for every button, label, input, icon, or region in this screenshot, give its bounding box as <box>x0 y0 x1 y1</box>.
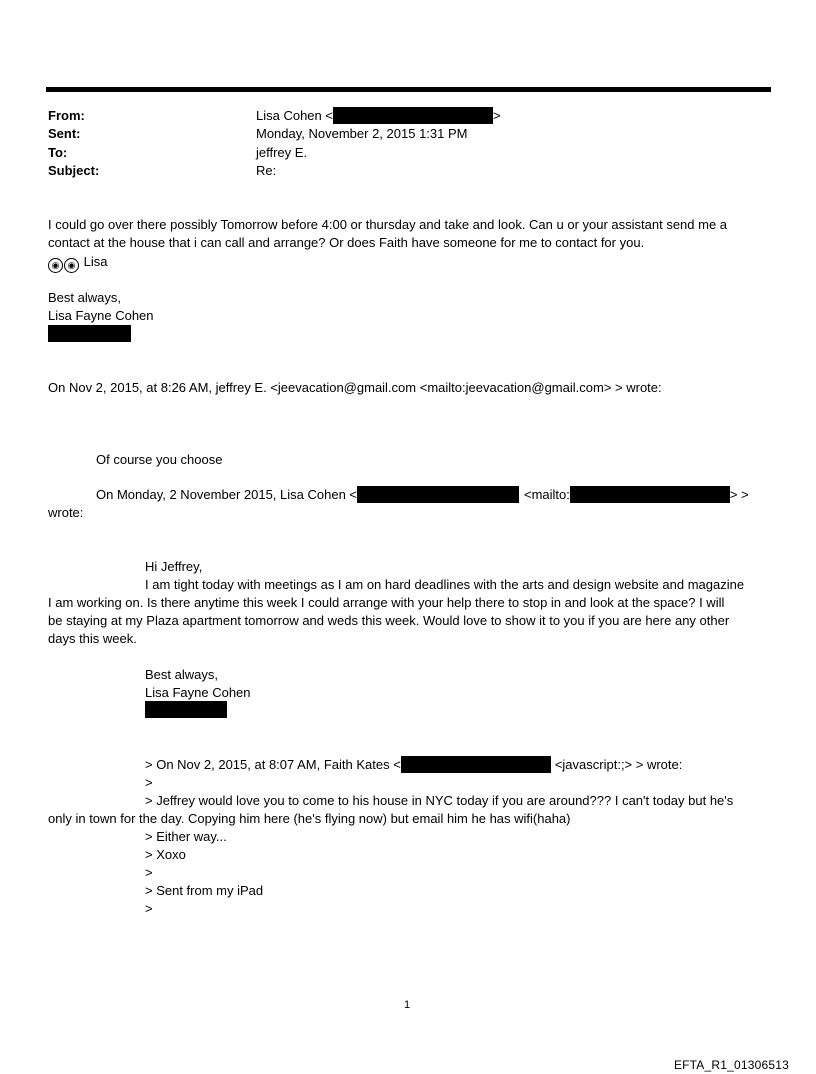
sent-label: Sent: <box>48 126 81 141</box>
signature: Lisa Fayne Cohen <box>48 308 154 323</box>
quote3-line: > Sent from my iPad <box>145 883 264 898</box>
quote2-line: I am working on. Is there anytime this week I could arrange with your help there to stop in and look at the space? I will <box>48 595 725 610</box>
body-signoff <box>48 253 107 273</box>
quote3-line: > Xoxo <box>145 847 186 862</box>
to-value: jeffrey E. <box>256 145 308 160</box>
quote3-header-start: > On Nov 2, 2015, at 8:07 AM, Faith Kates < <box>145 757 401 772</box>
astonished-face-icon: ◉ <box>48 258 63 273</box>
redaction-bar <box>570 486 730 503</box>
quote3-line: > Either way... <box>145 829 227 844</box>
quote2-line: I am tight today with meetings as I am on hard deadlines with the arts and design website and magazine <box>145 577 745 592</box>
from-value <box>256 107 501 125</box>
page-number: 1 <box>404 999 411 1011</box>
astonished-face-icon: ◉ <box>64 258 79 273</box>
quote2-greeting: Hi Jeffrey, <box>145 559 203 574</box>
quote2-closing: Best always, <box>145 667 218 682</box>
quote2-header-start: On Monday, 2 November 2015, Lisa Cohen < <box>96 487 357 502</box>
document-id: EFTA_R1_01306513 <box>673 1058 789 1072</box>
from-name: Lisa Cohen < <box>256 108 333 123</box>
quote2-header <box>96 486 749 504</box>
quote3-line: only in town for the day. Copying him here (he's flying now) but email him he has wifi(haha) <box>48 811 571 826</box>
from-label: From: <box>48 108 85 123</box>
subject-value: Re: <box>256 163 277 178</box>
quote1-text: Of course you choose <box>96 452 223 467</box>
redaction-bar <box>48 325 131 342</box>
quote3-line: > <box>145 865 153 880</box>
redaction-bar <box>333 107 493 124</box>
closing: Best always, <box>48 290 121 305</box>
quote3-header <box>145 756 682 774</box>
quote3-line: > Jeffrey would love you to come to his house in NYC today if you are around??? I can't today but he's <box>145 793 734 808</box>
signoff-name: Lisa <box>83 254 108 269</box>
redaction-bar <box>145 701 227 718</box>
quote2-header-end: > > <box>729 487 749 502</box>
header-rule <box>46 87 771 92</box>
quote2-line: be staying at my Plaza apartment tomorrow and weds this week. Would love to show it to you if you are here any other <box>48 613 730 628</box>
quote2-line: days this week. <box>48 631 137 646</box>
to-label: To: <box>48 145 68 160</box>
body-line: I could go over there possibly Tomorrow before 4:00 or thursday and take and look. Can u or your assistant send me a <box>48 217 728 232</box>
from-close: > <box>492 108 501 123</box>
quote3-header-end: <javascript:;> > wrote: <box>554 757 683 772</box>
redaction-bar <box>401 756 551 773</box>
sent-value: Monday, November 2, 2015 1:31 PM <box>256 126 468 141</box>
quote2-mailto: <mailto: <box>524 487 570 502</box>
redaction-bar <box>357 486 519 503</box>
quote3-line: > <box>145 775 153 790</box>
body-line: contact at the house that i can call and arrange? Or does Faith have someone for me to contact for you. <box>48 235 645 250</box>
quote1-header: On Nov 2, 2015, at 8:26 AM, jeffrey E. <jeevacation@gmail.com <mailto:jeevacation@gmail.com> > wrote: <box>48 380 662 395</box>
subject-label: Subject: <box>48 163 100 178</box>
quote3-line: > <box>145 901 153 916</box>
quote2-signature: Lisa Fayne Cohen <box>145 685 251 700</box>
quote2-wrote: wrote: <box>48 505 84 520</box>
